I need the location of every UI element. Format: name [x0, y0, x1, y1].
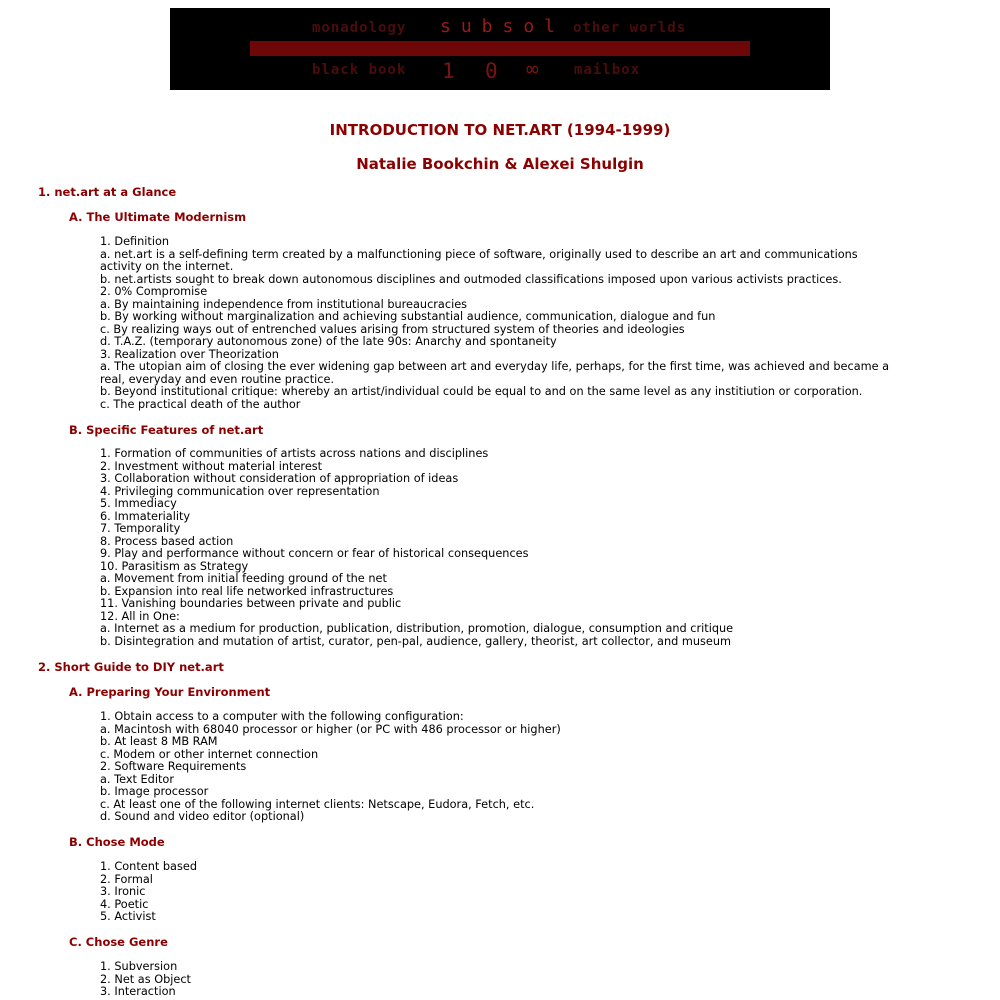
list-1a — [100, 236, 900, 411]
subsection-heading-2b: B. Chose Mode — [69, 835, 165, 849]
list-item: 3. Ironic — [100, 885, 146, 898]
list-item: c. Modem or other internet connection — [100, 747, 319, 761]
list-item: 1. Formation of communities of artists across nations and disciplines — [100, 447, 489, 460]
list-item: 11. Vanishing boundaries between private and public — [100, 597, 402, 610]
list-item: a. Internet as a medium for production, publication, distribution, promotion, dialogue, consumption and critique — [100, 622, 734, 635]
list-item: 1. Content based — [100, 860, 197, 873]
list-item: d. T.A.Z. (temporary autonomous zone) of the late 90s: Anarchy and spontaneity — [100, 335, 557, 348]
list-item: b. Disintegration and mutation of artist, curator, pen-pal, audience, gallery, theorist, art collector, and museum — [100, 634, 732, 648]
list-item: 12. All in One: — [100, 609, 180, 623]
list-2b — [100, 861, 900, 924]
list-item: 2. Software Requirements — [100, 760, 247, 773]
nav-link-monadology[interactable]: monadology — [312, 20, 407, 36]
list-item: a. By maintaining independence from institutional bureaucracies — [100, 297, 468, 311]
list-item: 4. Poetic — [100, 897, 149, 911]
subsection-heading-2c: C. Chose Genre — [69, 935, 168, 949]
list-item: 2. 0% Compromise — [100, 285, 208, 298]
list-1b — [100, 448, 900, 648]
nav-number-0[interactable]: 0 — [485, 59, 498, 83]
list-item: 3. Realization over Theorization — [100, 347, 279, 361]
site-banner — [170, 8, 830, 90]
nav-link-black-book[interactable]: black book — [312, 62, 407, 78]
nav-number-1[interactable]: 1 — [442, 59, 455, 83]
nav-link-mailbox[interactable]: mailbox — [574, 62, 641, 78]
list-item: 1. Obtain access to a computer with the following configuration: — [100, 710, 464, 723]
list-item: a. Movement from initial feeding ground of the net — [100, 572, 387, 585]
document-authors: Natalie Bookchin & Alexei Shulgin — [356, 155, 644, 173]
banner-divider — [250, 41, 750, 56]
list-item: a. The utopian aim of closing the ever widening gap between art and everyday life, perhaps, for the first time, was achieved and became a real, everyday and even routine practice. — [100, 360, 890, 386]
list-item: 5. Immediacy — [100, 497, 177, 510]
list-item: 6. Immateriality — [100, 509, 191, 523]
list-item: b. At least 8 MB RAM — [100, 735, 218, 748]
list-item: b. Beyond institutional critique: whereby an artist/individual could be equal to and on the same level as any institiution or corporation. — [100, 385, 863, 398]
site-logo[interactable]: subsol — [440, 16, 566, 37]
list-item: 4. Privileging communication over representation — [100, 484, 380, 498]
subsection-heading-1a: A. The Ultimate Modernism — [69, 210, 247, 224]
list-item: 2. Net as Object — [100, 972, 191, 986]
list-item: b. Expansion into real life networked infrastructures — [100, 584, 394, 598]
list-item: b. By working without marginalization and achieving substantial audience, communication, dialogue and fun — [100, 310, 716, 323]
list-item: a. Macintosh with 68040 processor or higher (or PC with 486 processor or higher) — [100, 722, 561, 736]
list-item: c. The practical death of the author — [100, 397, 301, 411]
list-item: 3. Interaction — [100, 985, 176, 998]
list-item: 1. Definition — [100, 235, 170, 248]
list-item: c. At least one of the following internet clients: Netscape, Eudora, Fetch, etc. — [100, 797, 535, 811]
section-heading-1: 1. net.art at a Glance — [38, 185, 177, 199]
list-item: d. Sound and video editor (optional) — [100, 810, 305, 823]
subsection-heading-1b: B. Specific Features of net.art — [69, 423, 264, 437]
list-item: 2. Investment without material interest — [100, 459, 323, 473]
list-2c — [100, 961, 900, 999]
list-item: 8. Process based action — [100, 534, 234, 548]
list-item: 9. Play and performance without concern or fear of historical consequences — [100, 547, 529, 560]
list-item: 7. Temporality — [100, 522, 181, 535]
list-item: b. Image processor — [100, 785, 209, 798]
nav-infinity[interactable]: ∞ — [526, 57, 539, 81]
nav-link-other-worlds[interactable]: other worlds — [573, 20, 687, 36]
list-item: b. net.artists sought to break down autonomous disciplines and outmoded classifications imposed upon various activists practices. — [100, 272, 842, 286]
list-item: 5. Activist — [100, 910, 156, 923]
list-item: 2. Formal — [100, 872, 153, 886]
list-item: 10. Parasitism as Strategy — [100, 559, 249, 573]
list-item: 3. Collaboration without consideration of appropriation of ideas — [100, 472, 459, 485]
list-2a — [100, 711, 900, 824]
document-title: INTRODUCTION TO NET.ART (1994-1999) — [329, 121, 671, 139]
section-heading-2: 2. Short Guide to DIY net.art — [38, 660, 224, 674]
list-item: c. By realizing ways out of entrenched values arising from structured system of theories and ideologies — [100, 322, 685, 336]
list-item: a. net.art is a self-defining term created by a malfunctioning piece of software, originally used to describe an art and communications activity on the internet. — [100, 247, 858, 273]
list-item: 1. Subversion — [100, 960, 178, 973]
subsection-heading-2a: A. Preparing Your Environment — [69, 685, 271, 699]
list-item: a. Text Editor — [100, 772, 174, 786]
